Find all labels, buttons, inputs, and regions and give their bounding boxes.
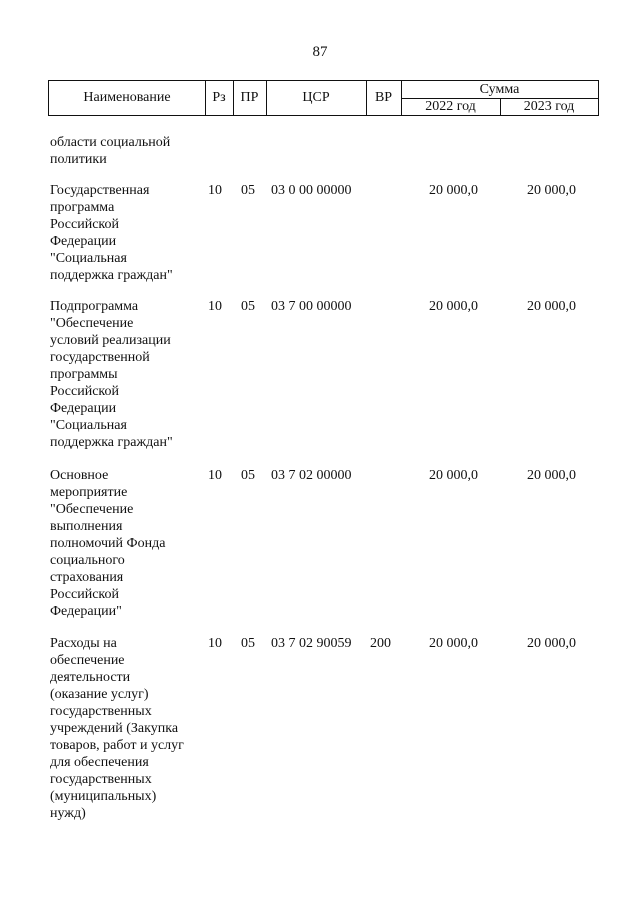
header-name: Наименование xyxy=(83,90,171,105)
row-name: Государственная программа Российской Федерации "Социальная поддержка граждан" xyxy=(50,183,173,283)
row-rz: 10 xyxy=(208,636,222,651)
row-sum-2023: 20 000,0 xyxy=(527,636,576,651)
row-name: Расходы на обеспечение деятельности (оказание услуг) государственных учреждений (Закупка товаров, работ и услуг для обеспечения государственных (муниципальных) нужд) xyxy=(50,636,184,821)
header-year-2022: 2022 год xyxy=(425,99,476,114)
row-rz: 10 xyxy=(208,183,222,198)
row-sum-2023: 20 000,0 xyxy=(527,299,576,314)
row-vr: 200 xyxy=(370,636,391,651)
row-csr: 03 7 00 00000 xyxy=(271,299,352,314)
row-pr: 05 xyxy=(241,468,255,483)
row-sum-2023: 20 000,0 xyxy=(527,183,576,198)
header-pr: ПР xyxy=(240,90,259,105)
table-header xyxy=(48,80,599,116)
row-sum-2022: 20 000,0 xyxy=(429,299,478,314)
row-pr: 05 xyxy=(241,299,255,314)
row-sum-2023: 20 000,0 xyxy=(527,468,576,483)
header-sum: Сумма xyxy=(479,82,520,97)
header-year-2023: 2023 год xyxy=(523,99,575,114)
row-name: Основное мероприятие "Обеспечение выполнения полномочий Фонда социального страхования Российской Федерации" xyxy=(50,468,166,619)
row-csr: 03 0 00 00000 xyxy=(271,183,352,198)
header-csr: ЦСР xyxy=(302,90,330,105)
row-sum-2022: 20 000,0 xyxy=(429,183,478,198)
row-pr: 05 xyxy=(241,183,255,198)
header-rz: Рз xyxy=(212,90,226,105)
row-rz: 10 xyxy=(208,299,222,314)
row-sum-2022: 20 000,0 xyxy=(429,636,478,651)
row-pr: 05 xyxy=(241,636,255,651)
row-csr: 03 7 02 90059 xyxy=(271,636,352,651)
row-name: Подпрограмма "Обеспечение условий реализации государственной программы Российской Федерации "Социальная поддержка граждан" xyxy=(50,299,173,450)
row-name: области социальной политики xyxy=(50,135,171,167)
row-sum-2022: 20 000,0 xyxy=(429,468,478,483)
page-number: 87 xyxy=(312,44,328,60)
row-csr: 03 7 02 00000 xyxy=(271,468,352,483)
header-vr: ВР xyxy=(374,90,393,105)
row-rz: 10 xyxy=(208,468,222,483)
